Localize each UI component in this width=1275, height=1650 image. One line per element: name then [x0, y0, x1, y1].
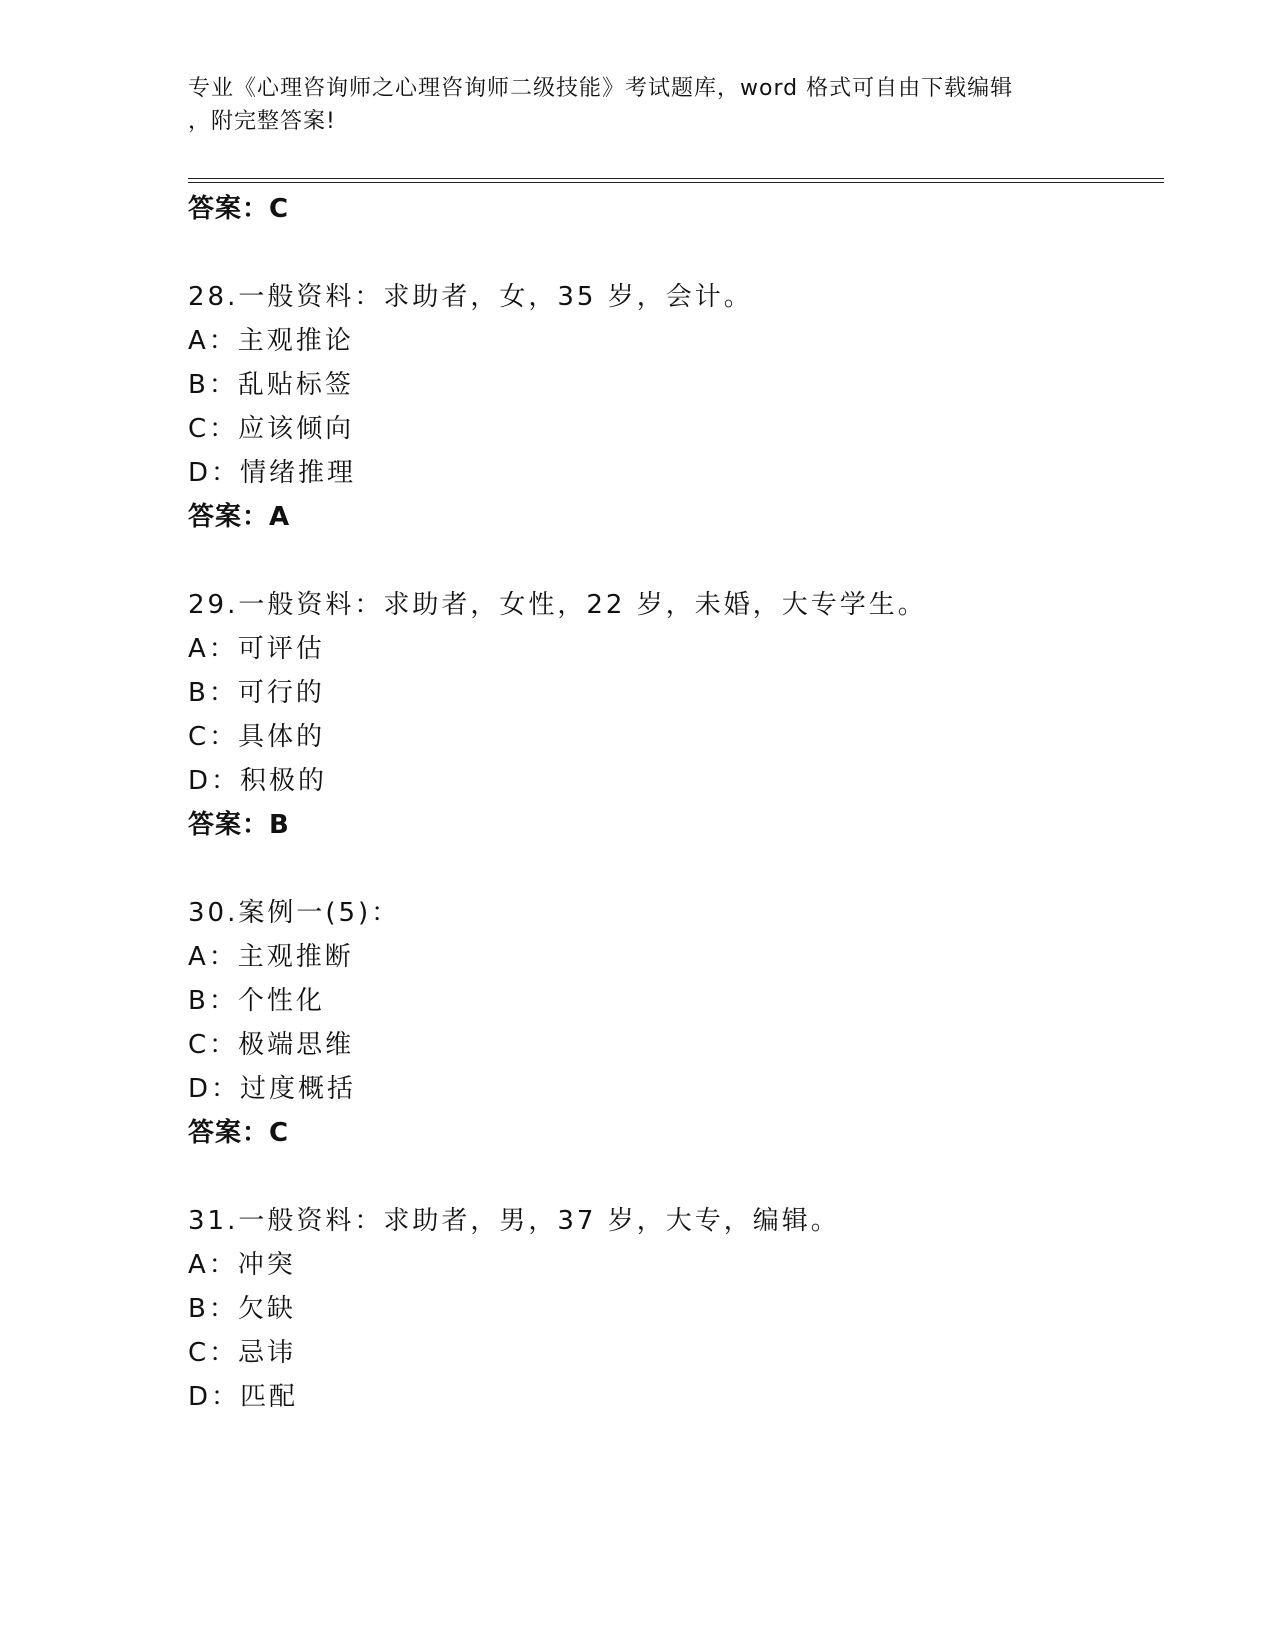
document-header: [188, 72, 1088, 138]
question-29-stem: 29.一般资料：求助者，女性，22 岁，未婚，大专学生。: [188, 590, 927, 620]
question-29-option-c: C：具体的: [188, 722, 326, 752]
question-29-option-a: A：可评估: [188, 634, 325, 664]
question-29-option-b: B：可行的: [188, 678, 325, 708]
question-31-option-c: C：忌讳: [188, 1338, 297, 1368]
question-28-stem: 28.一般资料：求助者，女，35 岁，会计。: [188, 282, 753, 312]
question-30-option-b: B：个性化: [188, 986, 325, 1016]
answer-30: 答案：C: [188, 1118, 290, 1148]
question-28-option-b: B：乱贴标签: [188, 370, 354, 400]
question-31-option-b: B：欠缺: [188, 1294, 296, 1324]
header-line-1: 专业《心理咨询师之心理咨询师二级技能》考试题库，word 格式可自由下载编辑: [188, 76, 1014, 101]
question-30-stem: 30.案例一(5)：: [188, 898, 401, 928]
question-28-option-c: C：应该倾向: [188, 414, 355, 444]
question-29-option-d: D：积极的: [188, 766, 328, 796]
question-28-option-a: A：主观推论: [188, 326, 354, 356]
question-31-stem: 31.一般资料：求助者，男，37 岁，大专，编辑。: [188, 1206, 840, 1236]
question-31-option-a: A：冲突: [188, 1250, 296, 1280]
answer-28: 答案：A: [188, 502, 291, 532]
question-30-option-a: A：主观推断: [188, 942, 354, 972]
question-30-option-d: D：过度概括: [188, 1074, 357, 1104]
answer-27: 答案：C: [188, 194, 290, 224]
question-30-option-c: C：极端思维: [188, 1030, 355, 1060]
question-28-option-d: D：情绪推理: [188, 458, 357, 488]
question-31-option-d: D：匹配: [188, 1382, 299, 1412]
answer-29: 答案：B: [188, 810, 290, 840]
header-line-2: ，附完整答案!: [188, 109, 336, 134]
header-divider-bottom: [188, 182, 1164, 183]
header-divider-top: [188, 178, 1164, 179]
